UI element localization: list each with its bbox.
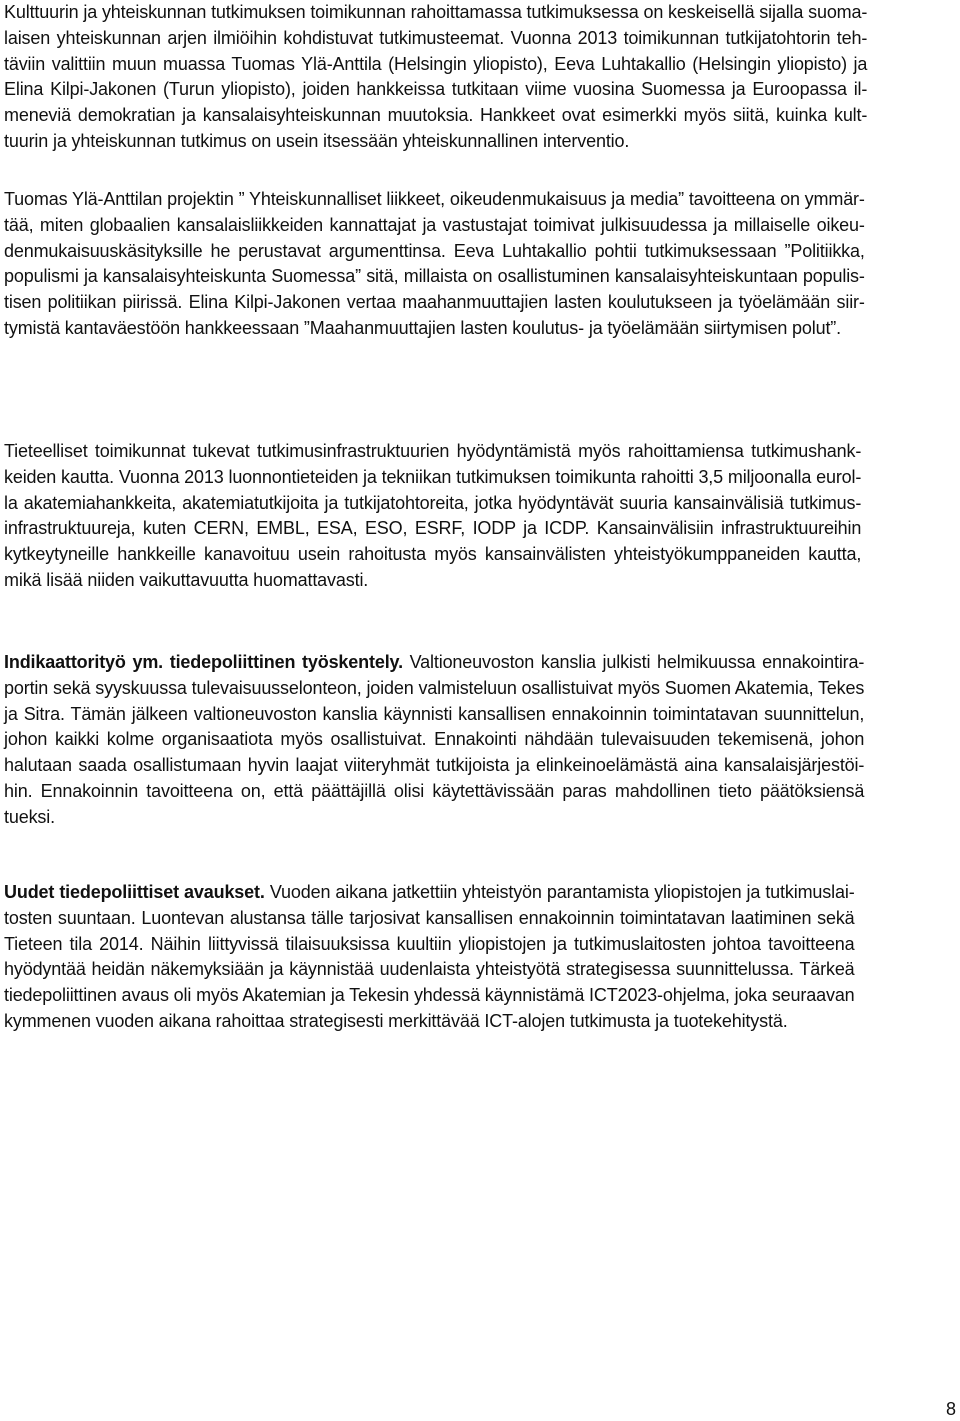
text-line: populismi ja kansalaisyhteiskunta Suomessa” sitä, millaista on osallistuminen kansalaisyhteiskuntaan populis- <box>4 266 865 287</box>
text-line: hyödyntää heidän näkemyksiään ja käynnistää uudenlaista yhteistyötä strategisessa suunnittelussa. Tärkeä <box>4 959 855 980</box>
text-line: tää, miten globaalien kansalaisliikkeiden kannattajat ja vastustajat toimivat julkisuudessa ja millaiselle oikeu- <box>4 214 865 235</box>
text-line: tymistä kantaväestöön hankkeessaan ”Maahanmuuttajien lasten koulutus- ja työelämään siirtymisen polut”. <box>4 317 842 338</box>
text-line: Kulttuurin ja yhteiskunnan tutkimuksen toimikunnan rahoittamassa tutkimuksessa on keskeisellä sijalla suoma- <box>4 2 868 22</box>
paragraph-science-policy <box>4 880 855 1035</box>
text-line: Tieteelliset toimikunnat tukevat tutkimusinfrastruktuurien hyödyntämistä myös rahoittamiensa tutkimushank- <box>4 441 862 461</box>
text-line: laisen yhteiskunnan arjen ilmiöihin kohdistuvat tutkimusteemat. Vuonna 2013 toimikunnan tutkijatohtorin teh- <box>4 27 868 48</box>
text-line: tiedepoliittinen avaus oli myös Akatemian ja Tekesin yhdessä käynnistämä ICT2023-ohjelma, joka seuraavan <box>4 985 855 1006</box>
text-line: tisen politiikan piirissä. Elina Kilpi-Jakonen vertaa maahanmuuttajien lasten koulutukseen ja työelämään siir- <box>4 292 865 313</box>
text-line: johon kaikki kolme organisaatiota myös osallistuivat. Ennakointi nähdään tulevaisuuden tekemisenä, johon <box>4 729 865 750</box>
text-line: infrastruktuureja, kuten CERN, EMBL, ESA, ESO, ESRF, IODP ja ICDP. Kansainvälisiin infrastruktuureihin <box>4 518 862 539</box>
paragraph-projects <box>4 187 865 342</box>
text-line: halutaan saada osallistumaan hyvin laajat viiteryhmät tutkijoista ja elinkeinoelämästä aina kansalaisjärjestöi- <box>4 755 865 776</box>
text-line: tosten suuntaan. Luontevan alustansa tälle tarjosivat kansallisen ennakoinnin toimintatavan laatiminen sekä <box>4 907 855 928</box>
paragraph-infrastructures <box>4 439 861 594</box>
text-line: Elina Kilpi-Jakonen (Turun yliopisto), joiden hankkeissa tutkitaan viime vuosina Suomessa ja Euroopassa il- <box>4 79 868 100</box>
text-line: la akatemiahankkeita, akatemiatutkijoita ja tutkijatohtoreita, jotka hyödyntävät suuria kansainvälisiä tutkimus- <box>4 492 862 513</box>
text-line: kytkeytyneille hankkeille kanavoituu usein rahoitusta myös kansainvälisten yhteistyökumppaneiden kautta, <box>4 544 862 565</box>
paragraph-heading: Indikaattorityö ym. tiedepoliittinen työskentely. <box>4 652 403 672</box>
text-line: Tieteen tila 2014. Näihin liittyvissä tilaisuuksissa kuultiin yliopistojen ja tutkimuslaitosten johtoa tavoitteena <box>4 933 855 954</box>
text-line: Tuomas Ylä-Anttilan projektin ” Yhteiskunnalliset liikkeet, oikeudenmukaisuus ja media” tavoitteena on ymmär- <box>4 189 865 209</box>
text-line: meneviä demokratian ja kansalaisyhteiskunnan muutoksia. Hankkeet ovat esimerkki myös siitä, kuinka kult- <box>4 105 868 126</box>
heading-line-rest: Vuoden aikana jatkettiin yhteistyön parantamista yliopistojen ja tutkimuslai- <box>264 882 855 902</box>
text-line: täviin valittiin muun muassa Tuomas Ylä-Anttila (Helsingin yliopisto), Eeva Luhtakallio (Helsingin yliopisto) ja <box>4 53 868 74</box>
text-line: ja Sitra. Tämän jälkeen valtioneuvoston kanslia käynnisti kansallisen ennakoinnin toimintatavan suunnittelun, <box>4 703 865 724</box>
text-line: kymmenen vuoden aikana rahoittaa strategisesti merkittävää ICT-alojen tutkimusta ja tuotekehitystä. <box>4 1010 788 1031</box>
text-line: hin. Ennakoinnin tavoitteena on, että päättäjillä olisi käytettävissään paras mahdollinen tieto päätöksiensä <box>4 780 865 801</box>
paragraph-indicator-work <box>4 650 864 831</box>
paragraph-heading: Uudet tiedepoliittiset avaukset. <box>4 882 265 902</box>
text-line: mikä lisää niiden vaikuttavuutta huomattavasti. <box>4 569 369 590</box>
text-line <box>4 650 864 676</box>
text-line: keiden kautta. Vuonna 2013 luonnontieteiden ja tekniikan tutkimuksen toimikunta rahoitti 3,5 miljoonalla eurol- <box>4 466 862 487</box>
text-line: tuurin ja yhteiskunnan tutkimus on usein itsessään yhteiskunnallinen interventio. <box>4 130 630 151</box>
text-line: portin sekä syyskuussa tulevaisuusselonteon, joiden valmisteluun osallistuivat myös Suomen Akatemia, Tekes <box>4 677 865 698</box>
text-line <box>4 880 855 906</box>
text-line: denmukaisuuskäsityksille he perustavat argumenttinsa. Eeva Luhtakallio pohtii tutkimuksessaan ”Politiikka, <box>4 240 865 261</box>
heading-line-rest: Valtioneuvoston kanslia julkisti helmikuussa ennakointira- <box>402 652 865 672</box>
text-line: tueksi. <box>4 806 55 827</box>
paragraph-research-themes <box>4 0 867 155</box>
page-number: 8 <box>945 1399 956 1419</box>
